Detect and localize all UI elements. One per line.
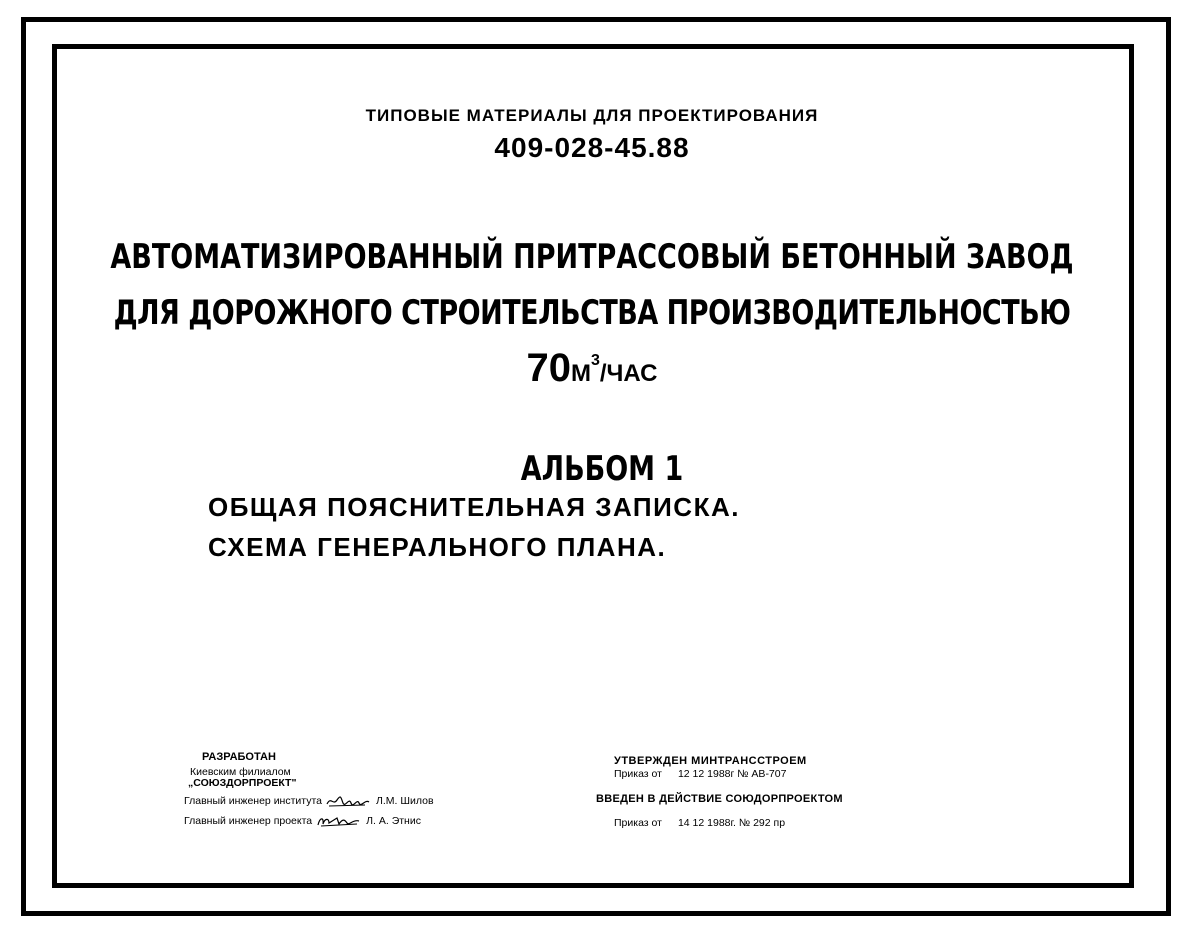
- introduced-order-label: Приказ от: [614, 817, 662, 829]
- chief-institute-name: Л.М. Шилов: [376, 794, 434, 807]
- capacity: [0, 346, 1184, 391]
- introduced-order-value: 14 12 1988г. № 292 пр: [677, 817, 786, 829]
- approved-order-label: Приказ от: [614, 768, 662, 780]
- approved-order: [614, 768, 786, 780]
- album-label: АЛЬБОМ 1: [520, 450, 684, 489]
- album-contents-2: СХЕМА ГЕНЕРАЛЬНОГО ПЛАНА.: [208, 532, 667, 562]
- introduced-by: ВВЕДЕН В ДЕЙСТВИЕ СОЮДОРПРОЕКТОМ: [596, 793, 843, 805]
- signature-icon: [325, 794, 371, 808]
- developer-label: РАЗРАБОТАН: [202, 751, 276, 763]
- capacity-unit-m: М: [570, 360, 591, 387]
- chief-project-row: [184, 814, 421, 828]
- signature-icon: [315, 814, 361, 828]
- title-line-1: АВТОМАТИЗИРОВАННЫЙ ПРИТРАССОВЫЙ БЕТОННЫЙ ЗАВОД: [110, 238, 1074, 277]
- capacity-value: 70: [526, 346, 571, 390]
- developer-org-line-2: „СОЮЗДОРПРОЕКТ": [188, 777, 297, 789]
- chief-institute-row: [184, 794, 434, 808]
- chief-project-role: Главный инженер проекта: [184, 814, 313, 827]
- album-contents-1: ОБЩАЯ ПОЯСНИТЕЛЬНАЯ ЗАПИСКА.: [208, 492, 740, 522]
- series-number: 409-028-45.88: [494, 132, 690, 163]
- chief-project-name: Л. А. Этнис: [366, 814, 421, 827]
- series-label: ТИПОВЫЕ МАТЕРИАЛЫ ДЛЯ ПРОЕКТИРОВАНИЯ: [365, 106, 819, 125]
- approved-by: УТВЕРЖДЕН МИНТРАНССТРОЕМ: [614, 755, 807, 767]
- developer-org-line-1: Киевским филиалом: [190, 766, 291, 778]
- capacity-unit-sup: 3: [590, 352, 600, 369]
- capacity-unit-rest: /ЧАС: [599, 360, 658, 387]
- chief-institute-role: Главный инженер института: [184, 794, 322, 807]
- approved-order-value: 12 12 1988г № АВ-707: [677, 768, 787, 780]
- introduced-order: [614, 817, 785, 829]
- title-line-2: ДЛЯ ДОРОЖНОГО СТРОИТЕЛЬСТВА ПРОИЗВОДИТЕЛЬНОСТЬЮ: [113, 294, 1071, 333]
